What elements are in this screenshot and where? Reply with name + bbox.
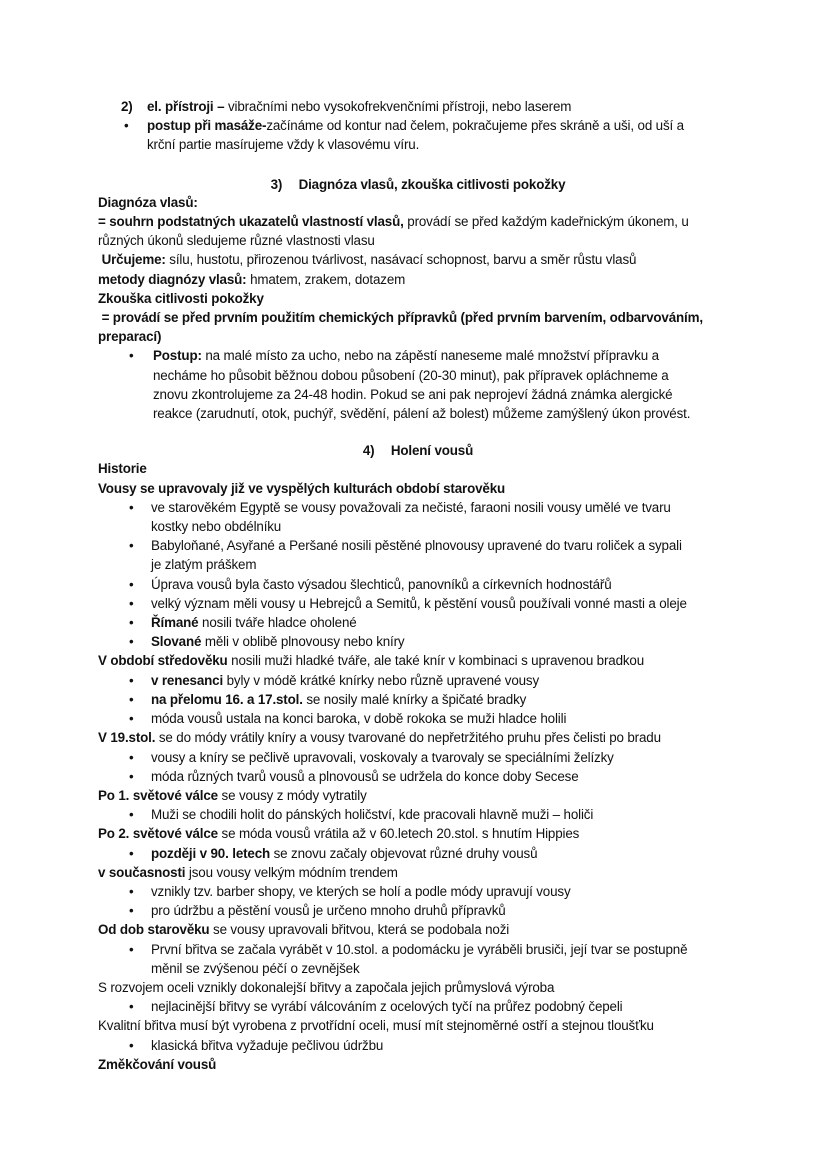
- list-item: [98, 613, 738, 632]
- period-label: V období středověku: [98, 653, 228, 669]
- list-item: [98, 767, 738, 786]
- bullet-text: Babyloňané, Asyřané a Peršané nosili pěstěné plnovousy upravené do tvaru roliček a sypali: [151, 538, 682, 554]
- list-item: [98, 1036, 738, 1055]
- paragraph-line: [98, 728, 738, 747]
- list-item-continuation: reakce (zarudnutí, otok, puchýř, svědění, pálení až bolest) můžeme zamýšlený úkon provést.: [153, 406, 691, 422]
- bullet-icon: •: [129, 711, 134, 727]
- paragraph-line: [98, 863, 738, 882]
- list-item-continuation: necháme ho působit běžnou dobou působení (20-30 minut), pak přípravek opláchneme a: [153, 367, 669, 383]
- document-content: [98, 97, 738, 1074]
- list-item-continuation: znovu zkontrolujeme za 24-48 hodin. Pokud se ani pak neprojeví žádná známka alergické: [153, 386, 673, 402]
- subheading: Diagnóza vlasů:: [98, 194, 198, 210]
- section-heading: [98, 441, 738, 460]
- paragraph-line: [98, 786, 738, 805]
- paragraph-line: [98, 212, 738, 231]
- bullet-text: klasická břitva vyžaduje pečlivou údržbu: [151, 1037, 384, 1053]
- bullet-text: začínáme od kontur nad čelem, pokračujeme přes skráně a uši, od uší a: [266, 118, 684, 134]
- bullet-icon: •: [129, 941, 134, 957]
- bullet-text: ve starověkém Egyptě se vousy považovali za nečisté, faraoni nosili vousy umělé ve tvaru: [151, 499, 671, 515]
- bullet-icon: •: [124, 118, 129, 134]
- subheading: Zkouška citlivosti pokožky: [98, 290, 264, 306]
- list-item: [98, 536, 738, 555]
- period-text: jsou vousy velkým módním trendem: [185, 864, 398, 880]
- bullet-text: na malé místo za ucho, nebo na zápěstí naneseme malé množství přípravku a: [201, 348, 659, 364]
- bullet-text: byly v módě krátké knírky nebo různě upravené vousy: [223, 672, 540, 688]
- label: metody diagnózy vlasů:: [98, 271, 247, 287]
- list-item: [98, 997, 738, 1016]
- bullet-term: Římané: [151, 615, 199, 631]
- bullet-term: Slované: [151, 634, 202, 650]
- period-label: v současnosti: [98, 864, 186, 880]
- paragraph-line: [98, 250, 738, 269]
- bullet-icon: •: [129, 672, 134, 688]
- definition-text: provádí se před každým kadeřnickým úkonem, u: [403, 214, 689, 230]
- subheading: Změkčování vousů: [98, 1056, 217, 1072]
- paragraph-line: [98, 824, 738, 843]
- value: hmatem, zrakem, dotazem: [246, 271, 406, 287]
- list-item-continuation: kostky nebo obdélníku: [151, 519, 282, 535]
- bullet-text: První břitva se začala vyrábět v 10.stol. a podomácku je vyráběli brusiči, její tvar se postupně: [151, 941, 688, 957]
- list-item: [98, 346, 738, 365]
- list-item: [98, 940, 738, 959]
- item-number: 2): [121, 99, 133, 114]
- bullet-text: se znovu začaly objevovat různé druhy vousů: [270, 845, 538, 861]
- list-item: [98, 575, 738, 594]
- bullet-text: Úprava vousů byla často výsadou šlechticů, panovníků a církevních hodnostářů: [151, 576, 612, 592]
- list-item: [98, 882, 738, 901]
- paragraph-line: = provádí se před prvním použitím chemických přípravků (před prvním barvením, odbarvováním,: [98, 310, 703, 326]
- bullet-term: později v 90. letech: [151, 845, 271, 861]
- period-label: Po 1. světové válce: [98, 787, 218, 803]
- bullet-text: nejlacinější břitvy se vyrábí válcováním z ocelových tyčí na průřez podobný čepeli: [151, 999, 623, 1015]
- bullet-icon: •: [129, 749, 134, 765]
- bullet-term: postup při masáže-: [147, 118, 267, 134]
- list-item: [98, 844, 738, 863]
- bullet-term: v renesanci: [151, 672, 224, 688]
- period-label: V 19.stol.: [98, 730, 156, 746]
- list-item: [98, 594, 738, 613]
- list-item: [98, 671, 738, 690]
- list-item: [98, 690, 738, 709]
- list-item-continuation: měnil se zvýšenou péčí o zevnějšek: [151, 960, 360, 976]
- list-item-continuation: je zlatým práškem: [151, 557, 257, 573]
- paragraph-line: různých úkonů sledujeme různé vlastnosti vlasu: [98, 233, 375, 249]
- period-text: nosili muži hladké tváře, ale také knír v kombinaci s upravenou bradkou: [227, 653, 645, 669]
- subheading: Historie: [98, 461, 147, 477]
- list-item: [98, 748, 738, 767]
- bullet-text: měli v oblibě plnovousy nebo kníry: [201, 634, 405, 650]
- bullet-icon: •: [129, 1037, 134, 1053]
- item-text: vibračními nebo vysokofrekvenčními přístroji, nebo laserem: [224, 99, 572, 114]
- bullet-icon: •: [129, 634, 134, 650]
- label: Určujeme:: [101, 252, 166, 268]
- bullet-text: vousy a kníry se pečlivě upravovali, voskovaly a tvarovaly se speciálními želízky: [151, 749, 614, 765]
- section-title: Diagnóza vlasů, zkouška citlivosti pokožky: [298, 176, 566, 192]
- bullet-term: Postup:: [153, 348, 202, 364]
- period-text: se do módy vrátily kníry a vousy tvarované do nepřetržitého pruhu přes čelisti po bradu: [155, 730, 661, 746]
- list-item: [98, 498, 738, 517]
- bullet-icon: •: [129, 576, 134, 592]
- list-item-continuation: [98, 135, 738, 154]
- bullet-text: móda vousů ustala na konci baroka, v době rokoka se muži hladce holili: [151, 711, 567, 727]
- period-label: Od dob starověku: [98, 922, 210, 938]
- bullet-text: se nosily malé knírky a špičaté bradky: [302, 691, 527, 707]
- list-item: [98, 632, 738, 651]
- section-title: Holení vousů: [390, 443, 474, 459]
- bullet-text: Muži se chodili holit do pánských holičství, kde pracovali hlavně muži – holiči: [151, 807, 594, 823]
- bullet-text: vznikly tzv. barber shopy, ve kterých se holí a podle módy upravují vousy: [151, 883, 571, 899]
- list-item: [98, 709, 738, 728]
- section-number: 4): [362, 443, 375, 459]
- bullet-term: na přelomu 16. a 17.stol.: [151, 691, 303, 707]
- bullet-icon: •: [129, 903, 134, 919]
- numbered-item: [98, 97, 738, 116]
- paragraph-line: S rozvojem oceli vznikly dokonalejší břitvy a započala jejich průmyslová výroba: [98, 979, 555, 995]
- list-item: [98, 901, 738, 920]
- list-item: [98, 116, 738, 135]
- bullet-icon: •: [129, 807, 134, 823]
- paragraph-line: [98, 270, 738, 289]
- bullet-icon: •: [129, 615, 134, 631]
- bullet-icon: •: [129, 768, 134, 784]
- section-number: 3): [270, 176, 283, 192]
- bullet-icon: •: [129, 538, 134, 554]
- value: sílu, hustotu, přirozenou tvárlivost, nasávací schopnost, barvu a směr růstu vlasů: [165, 252, 637, 268]
- bullet-icon: •: [129, 883, 134, 899]
- item-term: el. přístroji –: [147, 99, 225, 114]
- bullet-text: nosili tváře hladce oholené: [198, 615, 357, 631]
- bullet-text: velký význam měli vousy u Hebrejců a Semitů, k pěstění vousů používali vonné masti a oleje: [151, 595, 687, 611]
- period-text: se vousy upravovali břitvou, která se podobala noži: [209, 922, 510, 938]
- paragraph-line: [98, 651, 738, 670]
- bullet-text: móda různých tvarů vousů a plnovousů se udržela do konce doby Secese: [151, 768, 579, 784]
- bullet-icon: •: [129, 691, 134, 707]
- bullet-text: pro údržbu a pěstění vousů je určeno mnoho druhů přípravků: [151, 903, 506, 919]
- paragraph-line: [98, 920, 738, 939]
- paragraph-line: Kvalitní břitva musí být vyrobena z prvotřídní oceli, musí mít stejnoměrné ostří a stejnou tloušťku: [98, 1018, 654, 1034]
- period-label: Po 2. světové válce: [98, 826, 218, 842]
- period-text: se vousy z módy vytratily: [217, 787, 367, 803]
- definition-term: = souhrn podstatných ukazatelů vlastností vlasů,: [98, 214, 404, 230]
- bullet-icon: •: [129, 595, 134, 611]
- bullet-icon: •: [129, 499, 134, 515]
- subheading: Vousy se upravovaly již ve vyspělých kulturách období starověku: [98, 480, 506, 496]
- bullet-icon: •: [129, 999, 134, 1015]
- section-heading: [98, 175, 738, 194]
- bullet-icon: •: [129, 348, 134, 364]
- paragraph-line: preparací): [98, 329, 162, 345]
- period-text: se móda vousů vrátila až v 60.letech 20.stol. s hnutím Hippies: [217, 826, 580, 842]
- list-item: [98, 805, 738, 824]
- bullet-icon: •: [129, 845, 134, 861]
- bullet-text: krční partie masírujeme vždy k vlasovému víru.: [147, 137, 420, 153]
